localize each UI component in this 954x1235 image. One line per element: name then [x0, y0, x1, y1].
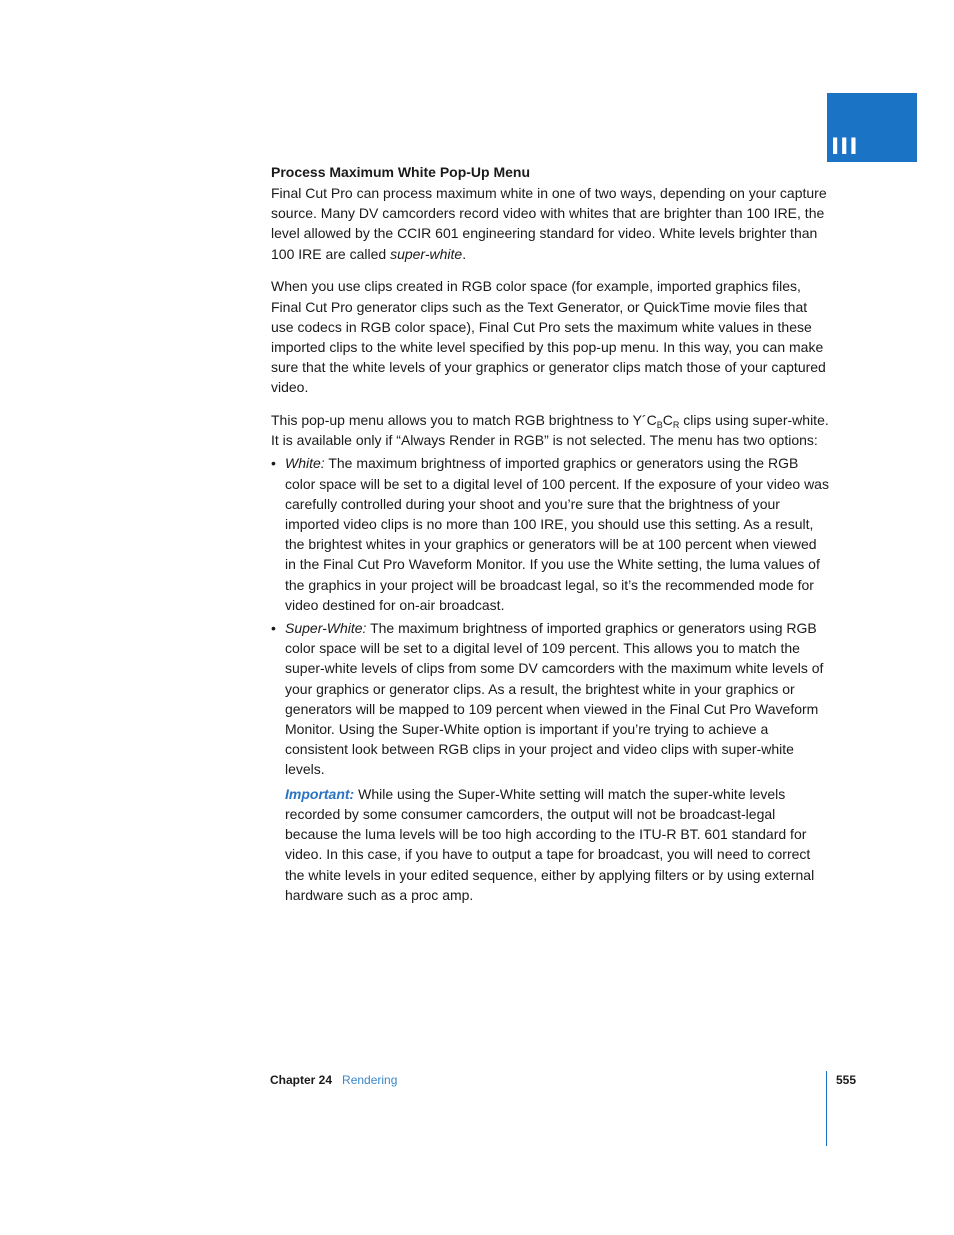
list-item-super-white: [271, 618, 831, 780]
important-note: [285, 784, 831, 905]
bullet-icon: •: [271, 620, 276, 637]
section-content: [271, 162, 831, 905]
bullet-icon: •: [271, 455, 276, 472]
paragraph-options-mid: C: [662, 412, 673, 429]
paragraph-options-before: This pop-up menu allows you to match RGB brightness to Y´C: [271, 412, 657, 429]
part-tab: [827, 93, 917, 162]
subscript-b: B: [656, 420, 663, 431]
chapter-title-link[interactable]: Rendering: [342, 1073, 398, 1087]
paragraph-intro-end: .: [462, 245, 467, 262]
part-tab-label: III: [831, 135, 859, 160]
option-text-super-white: The maximum brightness of imported graphics or generators using RGB color space will be set to a digital level of 109 percent. This allows you to match the super-white levels of clips from some DV camcorders with the maximum white levels of your graphics or generator clips. As a result, the brightest white in your graphics or generators will be mapped to 109 percent when viewed in the Final Cut Pro Waveform Monitor. Using the Super-White option is important if you’re trying to achieve a consistent look between RGB clips in your project and video clips with super-white levels.: [285, 620, 824, 778]
paragraph-rgb-clips: When you use clips created in RGB color space (for example, imported graphics files, Final Cut Pro generator clips such as the Text Generator, or QuickTime movie files that use codecs in RGB color space), Final Cut Pro sets the maximum white values in these imported clips to the white level specified by this pop-up menu. In this way, you can make sure that the white levels of your graphics or generator clips match those of your captured video.: [271, 278, 826, 396]
paragraph-intro-text: Final Cut Pro can process maximum white in one of two ways, depending on your capture source. Many DV camcorders record video with whites that are brighter than 100 IRE, the level allowed by the CCIR 601 engineering standard for video. White levels brighter than 100 IRE are called: [271, 185, 827, 262]
super-white-term: super-white: [390, 245, 463, 262]
paragraph-options-after: clips using super-white. It is available only if “Always Render in RGB” is not selected. The menu has two options:: [271, 412, 829, 449]
important-label: Important:: [285, 785, 355, 802]
footer-divider: [826, 1071, 827, 1146]
options-list: [271, 453, 831, 779]
chapter-label: Chapter 24: [270, 1073, 333, 1087]
paragraph-options: [271, 410, 831, 450]
option-term-super-white: Super-White:: [285, 620, 367, 637]
footer-chapter: [270, 1071, 397, 1089]
option-term-white: White:: [285, 455, 325, 472]
option-text-white: The maximum brightness of imported graphics or generators using the RGB color space will be set to a digital level of 100 percent. If the exposure of your video was carefully controlled during your shoot and you’re sure that the brightness of your imported video clips is no more than 100 IRE, you should use this setting. As a result, the brightest whites in your graphics or generators will be at 100 percent when viewed in the Final Cut Pro Waveform Monitor. If you use the White setting, the luma values of the graphics in your project will be broadcast legal, so it’s the recommended mode for video destined for on-air broadcast.: [285, 455, 829, 613]
paragraph-intro: [271, 183, 831, 264]
subscript-r: R: [672, 420, 680, 431]
page-number: 555: [836, 1073, 857, 1087]
important-text: While using the Super-White setting will match the super-white levels recorded by some consumer camcorders, the output will not be broadcast-legal because the luma levels will be too high according to the ITU-R BT. 601 standard for video. In this case, if you have to output a tape for broadcast, you will need to correct the white levels in your edited sequence, either by applying filters or by using external hardware such as a proc amp.: [285, 785, 815, 903]
list-item-white: [271, 453, 831, 615]
section-heading: Process Maximum White Pop-Up Menu: [271, 164, 531, 180]
